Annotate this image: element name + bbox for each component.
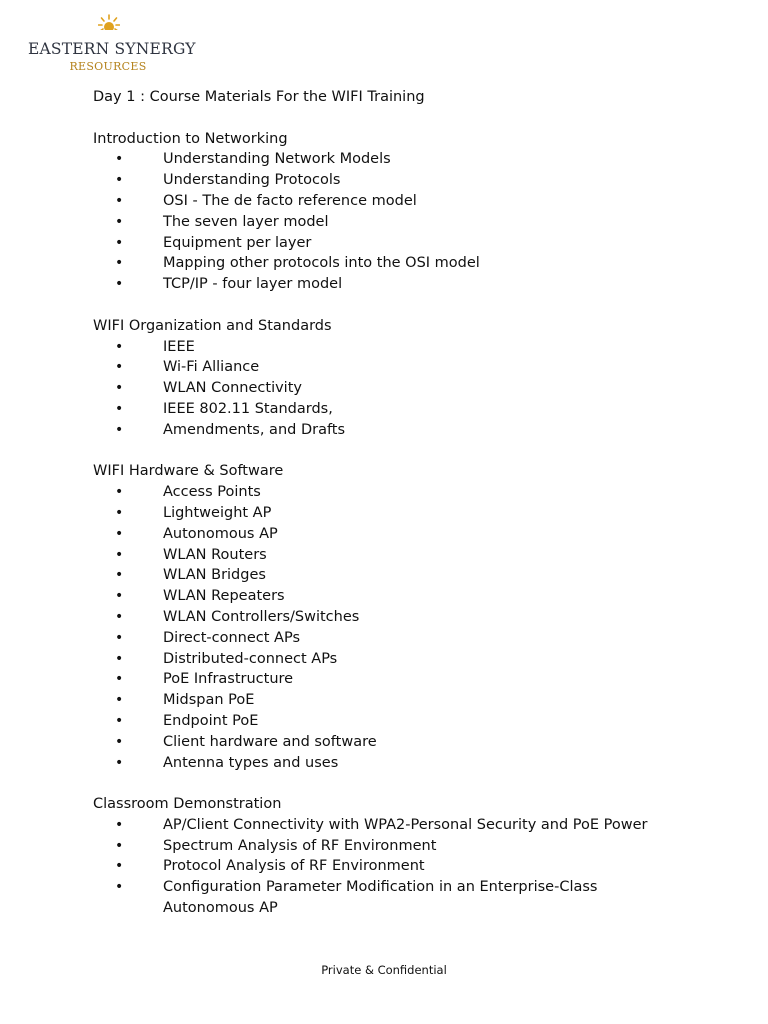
list-item xyxy=(93,711,733,732)
bullet: • xyxy=(115,588,124,605)
list-item xyxy=(93,420,733,441)
list-item-text: AP/Client Connectivity with WPA2-Personal Security and PoE Power xyxy=(163,816,648,833)
list-item-text: WLAN Controllers/Switches xyxy=(163,608,360,625)
list-item-text: Lightweight AP xyxy=(163,504,272,521)
bullet: • xyxy=(115,380,124,397)
footer-confidential-notice: Private & Confidential xyxy=(321,963,447,977)
section-title: WIFI Hardware & Software xyxy=(93,463,284,480)
bullet: • xyxy=(115,629,124,646)
logo-company-name: EASTERN SYNERGY xyxy=(28,40,196,58)
spacer xyxy=(93,441,733,462)
bullet: • xyxy=(115,234,124,251)
list-item xyxy=(93,607,733,628)
bullet: • xyxy=(115,671,124,688)
list-item xyxy=(93,565,733,586)
list-item xyxy=(93,191,733,212)
list-item-text: The seven layer model xyxy=(163,213,329,230)
section-title: Introduction to Networking xyxy=(93,130,288,147)
bullet: • xyxy=(115,192,124,209)
list-item xyxy=(93,877,733,919)
list-item xyxy=(93,170,733,191)
list-item xyxy=(93,690,733,711)
list-item-text: OSI - The de facto reference model xyxy=(163,192,417,209)
list-item-text: Wi-Fi Alliance xyxy=(163,359,260,376)
bullet: • xyxy=(115,421,124,438)
list-item xyxy=(93,149,733,170)
list-item xyxy=(93,212,733,233)
list-item-text: Equipment per layer xyxy=(163,234,312,251)
list-item-text: WLAN Repeaters xyxy=(163,588,285,605)
document-title: Day 1 : Course Materials For the WIFI Training xyxy=(93,89,425,105)
bullet: • xyxy=(115,837,124,854)
list-item-text: Midspan PoE xyxy=(163,692,255,709)
document-body xyxy=(93,87,733,919)
spacer xyxy=(93,295,733,316)
list-item xyxy=(93,233,733,254)
bullet: • xyxy=(115,338,124,355)
list-item-text: Direct-connect APs xyxy=(163,629,301,646)
company-logo xyxy=(28,14,196,76)
list-item-text: Client hardware and software xyxy=(163,733,377,750)
list-item xyxy=(93,628,733,649)
list-item-text: Spectrum Analysis of RF Environment xyxy=(163,837,437,854)
list-item xyxy=(93,545,733,566)
list-item xyxy=(93,378,733,399)
bullet: • xyxy=(115,172,124,189)
list-item-text: Endpoint PoE xyxy=(163,712,259,729)
bullet: • xyxy=(115,484,124,501)
bullet: • xyxy=(115,692,124,709)
list-item xyxy=(93,524,733,545)
list-item xyxy=(93,337,733,358)
bullet: • xyxy=(115,546,124,563)
section-title: WIFI Organization and Standards xyxy=(93,317,332,334)
list-item-text: PoE Infrastructure xyxy=(163,671,294,688)
bullet: • xyxy=(115,400,124,417)
spacer xyxy=(93,773,733,794)
list-item-text: WLAN Routers xyxy=(163,546,267,563)
list-item-text: Protocol Analysis of RF Environment xyxy=(163,858,425,875)
list-item-text: Mapping other protocols into the OSI model xyxy=(163,255,480,272)
bullet: • xyxy=(115,276,124,293)
bullet: • xyxy=(115,816,124,833)
list-item xyxy=(93,815,733,836)
bullet: • xyxy=(115,504,124,521)
list-item xyxy=(93,253,733,274)
list-item xyxy=(93,669,733,690)
list-item xyxy=(93,856,733,877)
spacer xyxy=(93,108,733,129)
list-item xyxy=(93,732,733,753)
list-item-text: WLAN Connectivity xyxy=(163,380,302,397)
list-item-text: WLAN Bridges xyxy=(163,567,266,584)
list-item xyxy=(93,649,733,670)
list-item xyxy=(93,482,733,503)
list-item-text: Understanding Network Models xyxy=(163,151,391,168)
list-item-text: Amendments, and Drafts xyxy=(163,421,346,438)
bullet: • xyxy=(115,879,124,896)
bullet: • xyxy=(115,213,124,230)
list-item-text: Antenna types and uses xyxy=(163,754,339,771)
list-item-text: IEEE xyxy=(163,338,195,355)
bullet: • xyxy=(115,151,124,168)
bullet: • xyxy=(115,608,124,625)
list-item xyxy=(93,399,733,420)
list-item-text: Understanding Protocols xyxy=(163,172,341,189)
list-item xyxy=(93,586,733,607)
bullet: • xyxy=(115,525,124,542)
list-item xyxy=(93,753,733,774)
bullet: • xyxy=(115,650,124,667)
bullet: • xyxy=(115,754,124,771)
list-item-text: Access Points xyxy=(163,484,261,501)
section-title: Classroom Demonstration xyxy=(93,796,282,813)
list-item-text: Configuration Parameter Modification in an Enterprise-Class Autonomous AP xyxy=(163,879,598,917)
logo-company-subtitle: RESOURCES xyxy=(69,60,147,73)
bullet: • xyxy=(115,359,124,376)
list-item-text: TCP/IP - four layer model xyxy=(163,276,343,293)
list-item xyxy=(93,836,733,857)
sun-icon xyxy=(98,14,120,36)
bullet: • xyxy=(115,255,124,272)
list-item xyxy=(93,503,733,524)
list-item xyxy=(93,274,733,295)
list-item-text: Distributed-connect APs xyxy=(163,650,338,667)
bullet: • xyxy=(115,712,124,729)
list-item-text: IEEE 802.11 Standards, xyxy=(163,400,333,417)
bullet: • xyxy=(115,858,124,875)
bullet: • xyxy=(115,567,124,584)
list-item xyxy=(93,357,733,378)
bullet: • xyxy=(115,733,124,750)
list-item-text: Autonomous AP xyxy=(163,525,278,542)
